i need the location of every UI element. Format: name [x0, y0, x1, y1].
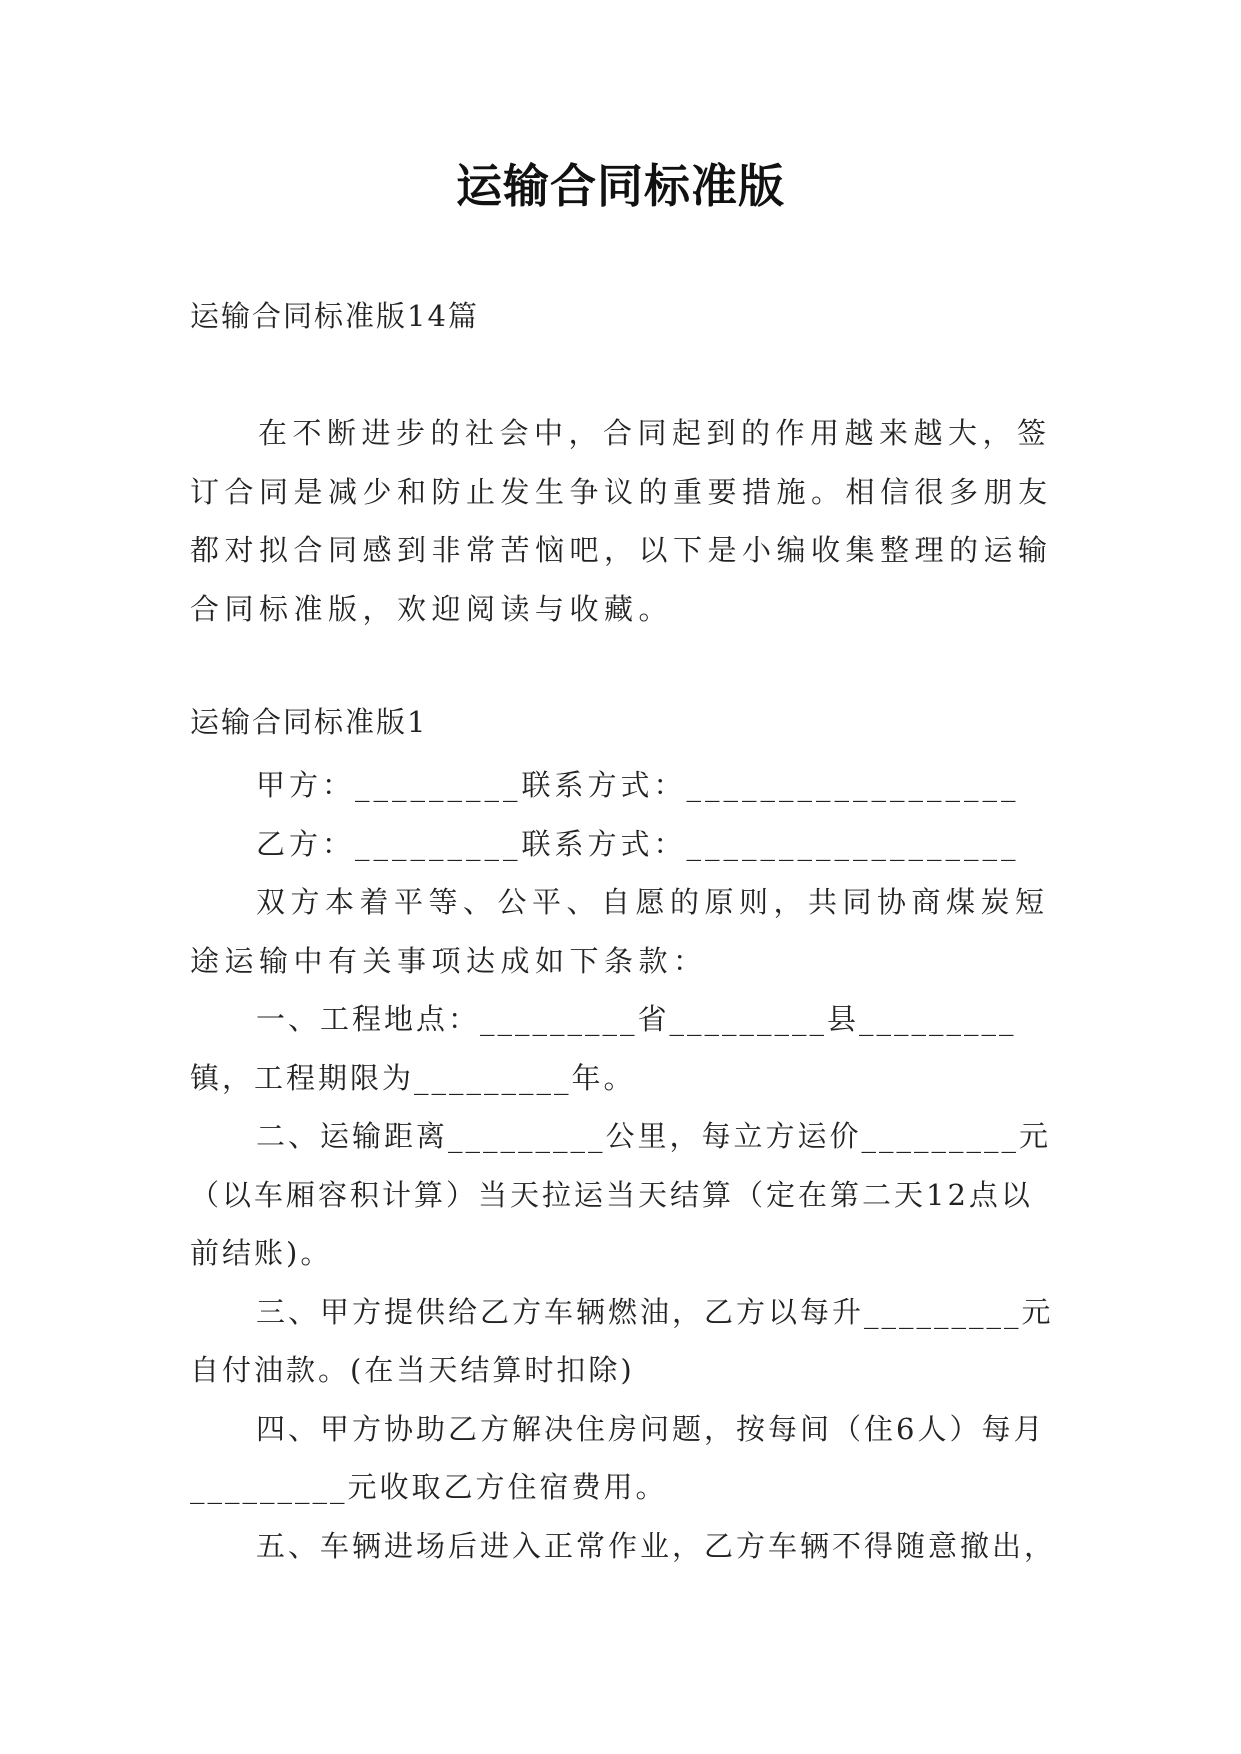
clause-1: 一、工程地点：_________省_________县_________镇，工程期限为_________年。 — [190, 1002, 1017, 1095]
clause-2: 二、运输距离_________公里，每立方运价_________元（以车厢容积计算）当天拉运当天结算（定在第二天12点以前结账)。 — [190, 1119, 1052, 1270]
contract-clauses — [190, 756, 1062, 1575]
party-a-line: 甲方：_________联系方式：__________________ — [256, 768, 1020, 802]
clause-4: 四、甲方协助乙方解决住房问题，按每间（住6人）每月_________元收取乙方住宿费用。 — [190, 1411, 1046, 1504]
section-title: 运输合同标准版1 — [190, 705, 428, 739]
intro-paragraph: 在不断进步的社会中，合同起到的作用越来越大，签订合同是减少和防止发生争议的重要措施。相信很多朋友都对拟合同感到非常苦恼吧，以下是小编收集整理的运输合同标准版，欢迎阅读与收藏。 — [190, 416, 1053, 626]
clause-5: 五、车辆进场后进入正常作业，乙方车辆不得随意撤出， — [256, 1528, 1057, 1563]
document-title: 运输合同标准版 — [456, 159, 785, 213]
party-b-line: 乙方：_________联系方式：__________________ — [256, 826, 1020, 861]
clause-3: 三、甲方提供给乙方车辆燃油，乙方以每升_________元自付油款。(在当天结算时扣除) — [190, 1294, 1054, 1387]
clause-preamble: 双方本着平等、公平、自愿的原则，共同协商煤炭短途运输中有关事项达成如下条款： — [190, 885, 1050, 978]
document-subtitle: 运输合同标准版14篇 — [190, 299, 479, 333]
